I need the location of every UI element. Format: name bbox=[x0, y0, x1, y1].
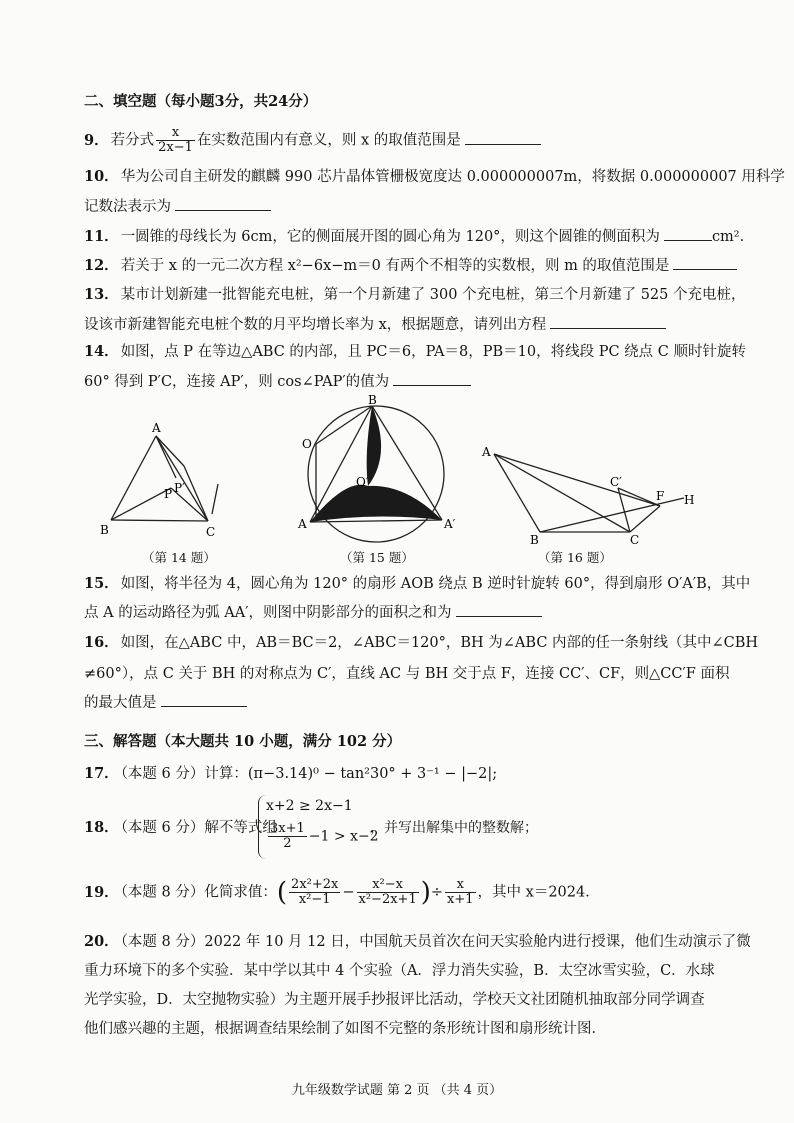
question-13-number: 13． bbox=[84, 286, 119, 303]
question-18-number: 18． bbox=[84, 819, 119, 836]
q18-tail: ，并写出解集中的整数解； bbox=[370, 820, 538, 836]
fig16-segment-c-prime-f bbox=[618, 488, 660, 506]
question-10-line-1 bbox=[84, 167, 785, 187]
fig14-label-p: P bbox=[164, 487, 173, 501]
fig15-shaded-region-lower bbox=[310, 485, 442, 522]
fig14-segment-ap bbox=[156, 436, 176, 478]
q12-text: 若关于 x 的一元二次方程 x²−6x−m＝0 有两个不相等的实数根，则 m 的取值范围是 bbox=[120, 258, 670, 274]
question-15-line-2 bbox=[84, 602, 754, 623]
q19-frac2-num: x²−x bbox=[357, 878, 419, 893]
q16-line3: 的最大值是 bbox=[84, 695, 157, 711]
q9-post: 在实数范围内有意义，则 x 的取值范围是 bbox=[196, 132, 461, 149]
q19-frac-1 bbox=[289, 878, 340, 907]
fig16-ray-bh bbox=[540, 498, 684, 532]
q16-line2: ≠60°），点 C 关于 BH 的对称点为 C′，直线 AC 与 BH 交于点 F，连接 CC′、CF，则△CC′F 面积 bbox=[84, 666, 730, 682]
fig14-stray-mark bbox=[212, 484, 218, 514]
fig14-side-bc bbox=[111, 520, 208, 521]
fig15-caption: （第 15 题） bbox=[340, 550, 414, 565]
q18-ineq2-rest: −1 > x−2 bbox=[308, 828, 379, 845]
fig14-label-b: B bbox=[100, 523, 109, 537]
q19-tail: ，其中 x＝2024． bbox=[477, 884, 600, 901]
question-10-number: 10． bbox=[84, 168, 119, 185]
fig14-label-p-prime: P′ bbox=[174, 481, 185, 495]
q18-frac-den: 2 bbox=[283, 836, 292, 851]
q14-line1: 如图，点 P 在等边△ABC 的内部，且 PC＝6，PA＝8，PB＝10，将线段 PC 绕点 C 顺时针旋转 bbox=[120, 344, 746, 360]
question-16-number: 16． bbox=[84, 634, 119, 651]
fig15-segment-aa-prime bbox=[310, 520, 442, 522]
q18-inequality-1: x+2 ≥ 2x−1 bbox=[266, 798, 353, 814]
question-9 bbox=[84, 126, 754, 155]
q12-answer-blank[interactable] bbox=[673, 255, 737, 270]
q9-pre: 若分式 bbox=[110, 132, 155, 149]
q14-line2: 60° 得到 P′C，连接 AP′，则 cos∠PAP′的值为 bbox=[84, 374, 390, 390]
q13-line2: 设该市新建智能充电桩个数的月平均增长率为 x，根据题意，请列出方程 bbox=[84, 317, 547, 333]
q15-line2: 点 A 的运动路径为弧 AA′，则图中阴影部分的面积之和为 bbox=[84, 605, 452, 621]
q18-head: （本题 6 分）解不等式组 bbox=[120, 820, 277, 836]
question-14-number: 14． bbox=[84, 343, 119, 360]
q16-answer-blank[interactable] bbox=[161, 692, 247, 707]
question-20-number: 20． bbox=[84, 933, 119, 950]
q11-unit: cm². bbox=[711, 229, 745, 245]
q17-head: （本题 6 分）计算： bbox=[120, 766, 248, 782]
question-15-number: 15． bbox=[84, 575, 119, 592]
question-13-line-2 bbox=[84, 314, 754, 335]
question-9-number: 9． bbox=[84, 131, 109, 149]
figure-16 bbox=[478, 440, 698, 546]
fig15-segment-ob bbox=[316, 406, 372, 444]
q9-answer-blank[interactable] bbox=[465, 130, 541, 145]
q18-frac-num: 3x+1 bbox=[270, 821, 305, 836]
fig16-label-c-prime: C′ bbox=[610, 475, 622, 489]
q9-fraction bbox=[156, 126, 195, 155]
fig14-segment-p-prime-c bbox=[184, 466, 208, 521]
question-20-line-1 bbox=[84, 932, 754, 952]
q19-frac3-den: x+1 bbox=[447, 892, 474, 907]
section-3-title: 三、解答题（本大题共 10 小题，满分 102 分） bbox=[84, 733, 402, 750]
figure-14 bbox=[96, 418, 236, 542]
q15-answer-blank[interactable] bbox=[456, 602, 542, 617]
q19-paren-open: ( bbox=[276, 877, 288, 908]
fig16-label-h: H bbox=[684, 493, 695, 507]
q9-frac-den: 2x−1 bbox=[158, 140, 193, 155]
q16-line1: 如图，在△ABC 中，AB＝BC＝2，∠ABC＝120°，BH 为∠ABC 内部的任一条射线（其中∠CBH bbox=[120, 635, 759, 651]
q13-line1: 某市计划新建一批智能充电桩，第一个月新建了 300 个充电桩，第三个月新建了 525 个充电桩， bbox=[120, 287, 746, 303]
q19-frac3-num: x bbox=[445, 878, 476, 893]
q19-frac1-num: 2x²+2x bbox=[291, 877, 339, 892]
q17-expression: (π−3.14)⁰ − tan²30° + 3⁻¹ − |−2|; bbox=[247, 766, 498, 782]
q11-text: 一圆锥的母线长为 6cm，它的侧面展开图的圆心角为 120°，则这个圆锥的侧面积为 bbox=[120, 229, 660, 245]
q19-divide: ÷ bbox=[430, 884, 444, 901]
q20-line3: 光学实验，D．太空抛物实验）为主题开展手抄报评比活动，学校天文社团随机抽取部分同学调查 bbox=[84, 992, 705, 1008]
q9-frac-num: x bbox=[156, 126, 195, 141]
question-12-number: 12． bbox=[84, 257, 119, 274]
fig14-side-ac bbox=[156, 436, 208, 521]
q20-line4: 他们感兴趣的主题，根据调查结果绘制了如图不完整的条形统计图和扇形统计图． bbox=[84, 1021, 606, 1037]
fig16-label-f: F bbox=[656, 489, 665, 503]
fig15-label-a: A bbox=[298, 517, 307, 531]
question-12 bbox=[84, 255, 754, 276]
question-16-line-2 bbox=[84, 664, 754, 684]
q20-line1: （本题 8 分）2022 年 10 月 12 日，中国航天员首次在问天实验舱内进行授课，他们生动演示了微 bbox=[120, 934, 751, 950]
fig14-label-a: A bbox=[152, 421, 161, 435]
question-10-line-2 bbox=[84, 196, 754, 217]
q19-frac2-den: x²−2x+1 bbox=[358, 892, 417, 907]
q15-line1: 如图，将半径为 4，圆心角为 120° 的扇形 AOB 绕点 B 逆时针旋转 60°，得到扇形 O′A′B，其中 bbox=[120, 576, 751, 592]
question-17 bbox=[84, 764, 754, 784]
fig14-label-c: C bbox=[206, 525, 216, 539]
question-19-number: 19． bbox=[84, 883, 119, 901]
question-14-line-1 bbox=[84, 342, 754, 362]
question-14-line-2 bbox=[84, 371, 754, 392]
q19-frac-2 bbox=[357, 878, 419, 907]
question-11-number: 11． bbox=[84, 228, 119, 245]
q19-head: （本题 8 分）化简求值： bbox=[120, 884, 277, 901]
q10-line2: 记数法表示为 bbox=[84, 199, 171, 215]
fig16-segment-ac bbox=[494, 454, 630, 532]
question-16-line-3 bbox=[84, 692, 754, 713]
fig15-label-b: B bbox=[368, 394, 377, 407]
question-16-line-1 bbox=[84, 633, 759, 653]
page-footer: 九年级数学试题 第 2 页 （共 4 页） bbox=[291, 1083, 503, 1098]
q10-line1: 华为公司自主研发的麒麟 990 芯片晶体管栅极宽度达 0.000000007m，将数据 0.000000007 用科学 bbox=[120, 169, 785, 185]
q10-answer-blank[interactable] bbox=[175, 196, 271, 211]
figure-15 bbox=[296, 394, 456, 544]
fig14-segment-ap-prime bbox=[156, 436, 184, 466]
question-20-line-3 bbox=[84, 990, 754, 1010]
q14-answer-blank[interactable] bbox=[393, 371, 471, 386]
fig16-label-b: B bbox=[530, 533, 539, 546]
question-20-line-4 bbox=[84, 1019, 754, 1039]
fig15-label-a-prime: A′ bbox=[444, 517, 456, 531]
fig15-label-o: O bbox=[302, 437, 312, 451]
fig16-label-a: A bbox=[482, 445, 491, 459]
question-17-number: 17． bbox=[84, 765, 119, 782]
fig15-label-o-prime: O′ bbox=[356, 475, 369, 489]
fig16-caption: （第 16 题） bbox=[538, 550, 612, 565]
question-20-line-2 bbox=[84, 961, 754, 981]
q11-answer-blank[interactable] bbox=[664, 226, 712, 241]
q20-line2: 重力环境下的多个实验．某中学以其中 4 个实验（A．浮力消失实验，B．太空冰雪实验，C．水球 bbox=[84, 963, 715, 979]
fig16-line-ac bbox=[494, 454, 660, 506]
q18-inequality-2 bbox=[266, 822, 379, 851]
question-11 bbox=[84, 226, 754, 247]
question-19 bbox=[84, 878, 754, 907]
section-2-title: 二、填空题（每小题3分，共24分） bbox=[84, 93, 318, 110]
q18-frac bbox=[268, 822, 307, 851]
q19-minus: − bbox=[342, 884, 355, 901]
question-13-line-1 bbox=[84, 285, 754, 305]
q19-frac-3 bbox=[445, 878, 476, 907]
q19-frac1-den: x²−1 bbox=[298, 892, 331, 907]
question-15-line-1 bbox=[84, 574, 754, 594]
q19-paren-close: ) bbox=[420, 877, 431, 908]
q13-answer-blank[interactable] bbox=[550, 314, 666, 329]
fig14-caption: （第 14 题） bbox=[142, 550, 216, 565]
fig16-label-c: C bbox=[630, 533, 640, 546]
